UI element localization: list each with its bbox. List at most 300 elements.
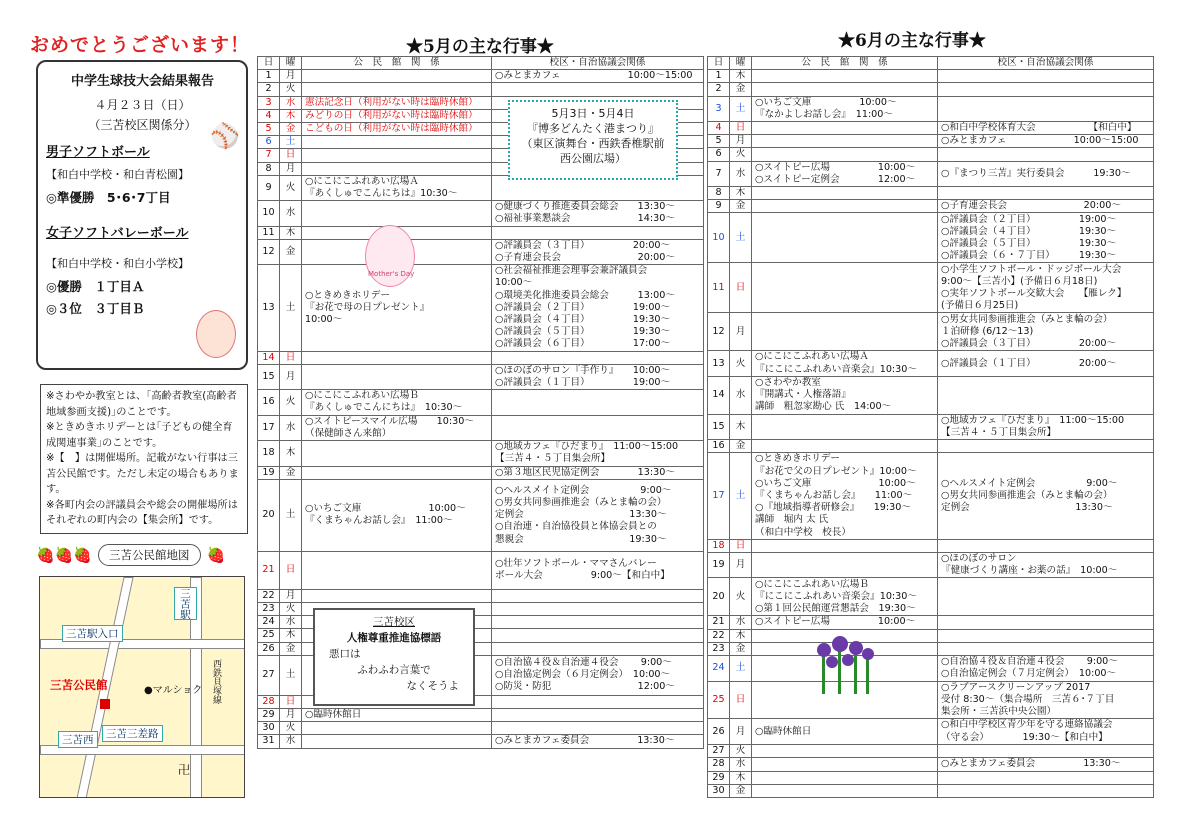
weekday-cell: 火 bbox=[280, 83, 302, 96]
district-event-cell bbox=[492, 616, 704, 629]
schedule-row bbox=[708, 83, 1154, 96]
day-cell: 9 bbox=[708, 200, 730, 213]
map-temple: 卍 bbox=[178, 762, 191, 777]
district-event-cell bbox=[938, 148, 1154, 161]
district-event-cell: ○評議員会（２丁目） 19:00～ ○評議員会（４丁目） 19:30～ ○評議員会（５丁目） 19:30～ ○評議員会（６・７丁目） 19:30～ bbox=[938, 213, 1154, 263]
district-event-cell: ○和白中学校体育大会 【和白中】 bbox=[938, 122, 1154, 135]
weekday-cell: 水 bbox=[730, 376, 752, 414]
weekday-cell: 火 bbox=[280, 390, 302, 415]
day-cell: 16 bbox=[258, 390, 280, 415]
weekday-cell: 水 bbox=[280, 735, 302, 748]
hall-event-cell: ○臨時休館日 bbox=[752, 719, 938, 745]
iris-flower-illustration bbox=[808, 624, 880, 694]
schedule-row bbox=[708, 758, 1154, 771]
notes-box bbox=[40, 384, 248, 534]
weekday-cell: 水 bbox=[280, 201, 302, 226]
schedule-row bbox=[708, 578, 1154, 616]
map-nishi: 三苫西 bbox=[58, 731, 98, 748]
day-cell: 7 bbox=[258, 149, 280, 162]
weekday-cell: 木 bbox=[730, 629, 752, 642]
weekday-cell: 土 bbox=[280, 479, 302, 551]
header-day: 日 bbox=[258, 57, 280, 70]
hall-event-cell bbox=[302, 83, 492, 96]
day-cell: 4 bbox=[708, 122, 730, 135]
may-title: ★5月の主な行事★ bbox=[406, 37, 554, 57]
result-date: ４月２３日（日） bbox=[94, 98, 191, 112]
day-cell: 19 bbox=[258, 466, 280, 479]
district-event-cell: ○和白中学校区青少年を守る連絡協議会 （守る会） 19:30～【和白中】 bbox=[938, 719, 1154, 745]
hall-event-cell bbox=[302, 722, 492, 735]
hall-event-cell: ○にこにこふれあい広場Ａ 『あくしゅでこんにちは』10:30～ bbox=[302, 175, 492, 200]
map-station-entrance: 三苫駅入口 bbox=[62, 625, 123, 642]
weekday-cell: 水 bbox=[730, 161, 752, 186]
weekday-cell: 月 bbox=[280, 162, 302, 175]
district-event-cell: ○評議員会（３丁目） 20:00～ ○子育連会長会 20:00～ bbox=[492, 239, 704, 264]
weekday-cell: 金 bbox=[730, 784, 752, 797]
june-schedule bbox=[707, 56, 1153, 798]
district-event-cell: ○ラブアースクリーンアップ 2017 受付 8:30～（集合場所 三苫６･７丁目 集会所・三苫浜中央公園） bbox=[938, 681, 1154, 719]
district-event-cell: ○ほのぼのサロン 『健康づくり講座・お薬の話』 10:00～ bbox=[938, 553, 1154, 578]
weekday-cell: 木 bbox=[730, 414, 752, 439]
day-cell: 23 bbox=[708, 642, 730, 655]
volleyball-player-icon bbox=[196, 310, 236, 358]
district-event-cell: ○評議員会（１丁目） 20:00～ bbox=[938, 351, 1154, 376]
schedule-row bbox=[258, 479, 704, 551]
day-cell: 30 bbox=[708, 784, 730, 797]
notice-place: （東区演舞台・西鉄香椎駅前 bbox=[521, 137, 665, 150]
weekday-cell: 火 bbox=[730, 351, 752, 376]
map-label-row bbox=[36, 544, 252, 566]
day-cell: 17 bbox=[708, 453, 730, 539]
weekday-cell: 月 bbox=[730, 313, 752, 351]
district-event-cell: ○みとまカフェ 10:00～15:00 bbox=[492, 70, 704, 83]
schedule-row bbox=[708, 148, 1154, 161]
weekday-cell: 火 bbox=[280, 722, 302, 735]
schedule-row bbox=[258, 83, 704, 96]
mothers-day-label: Mother's Day bbox=[368, 270, 415, 278]
district-event-cell bbox=[938, 539, 1154, 552]
district-event-cell: ○『まつり三苫』実行委員会 19:30～ bbox=[938, 161, 1154, 186]
hall-event-cell bbox=[302, 70, 492, 83]
header-district: 校区・自治協議会関係 bbox=[492, 57, 704, 70]
weekday-cell: 日 bbox=[280, 551, 302, 589]
hall-event-cell bbox=[752, 745, 938, 758]
schedule-row bbox=[708, 313, 1154, 351]
map-label: 三苫公民館地図 bbox=[98, 544, 201, 566]
weekday-cell: 土 bbox=[730, 96, 752, 121]
header-day: 日 bbox=[708, 57, 730, 70]
weekday-cell: 日 bbox=[730, 263, 752, 313]
boys-result: ◎準優勝 5･6･7丁目 bbox=[46, 190, 171, 205]
district-event-cell: ○ほのぼのサロン『手作り』 10:00～ ○評議員会（１丁目） 19:00～ bbox=[492, 364, 704, 389]
slogan-box bbox=[313, 608, 475, 706]
day-cell: 20 bbox=[258, 479, 280, 551]
district-event-cell bbox=[492, 642, 704, 655]
district-event-cell bbox=[492, 415, 704, 440]
hall-event-cell: ○スイトピースマイル広場 10:30～ （保健師さん来館） bbox=[302, 415, 492, 440]
congrats-heading: おめでとうございます！ bbox=[30, 34, 251, 56]
hall-event-cell: ○にこにこふれあい広場Ｂ 『あくしゅでこんにちは』 10:30～ bbox=[302, 390, 492, 415]
header-weekday: 曜 bbox=[730, 57, 752, 70]
day-cell: 7 bbox=[708, 161, 730, 186]
weekday-cell: 水 bbox=[730, 616, 752, 629]
day-cell: 28 bbox=[258, 695, 280, 708]
district-event-cell: ○小学生ソフトボール・ドッジボール大会 9:00～【三苫小】(予備日６月18日) ○実年ソフトボール交歓大会 【雁レク】 (予備日６月25日) bbox=[938, 263, 1154, 313]
header-district: 校区・自治協議会関係 bbox=[938, 57, 1154, 70]
day-cell: 21 bbox=[708, 616, 730, 629]
schedule-row bbox=[258, 722, 704, 735]
schedule-row bbox=[708, 414, 1154, 439]
schedule-row bbox=[258, 351, 704, 364]
hall-event-cell bbox=[302, 441, 492, 466]
schedule-row bbox=[258, 466, 704, 479]
schedule-row bbox=[258, 239, 704, 264]
strawberry-icon: 🍓 bbox=[206, 545, 226, 564]
schedule-row bbox=[258, 708, 704, 721]
hall-event-cell: ○ときめきホリデー 『お花で父の日プレゼント』10:00～ ○いちご文庫 10:00～ 『くまちゃんお話し会』 11:00～ ○『地域指導者研修会』 19:30～ 講師 堀内 太 氏 （和白中学校 校長） bbox=[752, 453, 938, 539]
schedule-row bbox=[708, 213, 1154, 263]
day-cell: 13 bbox=[258, 265, 280, 351]
hall-event-cell bbox=[752, 135, 938, 148]
district-event-cell bbox=[938, 642, 1154, 655]
district-event-cell: ○子育連会長会 20:00～ bbox=[938, 200, 1154, 213]
hall-event-cell bbox=[752, 771, 938, 784]
weekday-cell: 月 bbox=[280, 364, 302, 389]
district-event-cell bbox=[938, 187, 1154, 200]
district-event-cell bbox=[938, 616, 1154, 629]
district-event-cell: ○ヘルスメイト定例会 9:00～ ○男女共同参画推進会（みとま輪の会） 定例会 13:30～ bbox=[938, 453, 1154, 539]
note-1: ※さわやか教室とは、｢高齢者教室(高齢者地域参画支援)｣のことです。 bbox=[46, 391, 237, 418]
slogan-line-5: なくそうよ bbox=[406, 680, 459, 692]
weekday-cell: 水 bbox=[280, 616, 302, 629]
weekday-cell: 金 bbox=[280, 123, 302, 136]
day-cell: 6 bbox=[708, 148, 730, 161]
day-cell: 14 bbox=[708, 376, 730, 414]
schedule-row bbox=[708, 440, 1154, 453]
hall-event-cell bbox=[752, 70, 938, 83]
hall-event-cell bbox=[302, 735, 492, 748]
girls-result-1: ◎優勝 １丁目Ａ bbox=[46, 279, 145, 294]
june-table bbox=[707, 56, 1154, 798]
schedule-row bbox=[708, 642, 1154, 655]
weekday-cell: 日 bbox=[280, 149, 302, 162]
map-hall: 三苫公民館 bbox=[50, 677, 108, 692]
weekday-cell: 金 bbox=[280, 466, 302, 479]
hall-event-cell: ○スイトピー広場 10:00～ ○スイトピー定例会 12:00～ bbox=[752, 161, 938, 186]
weekday-cell: 日 bbox=[280, 695, 302, 708]
note-3: ※【 】は開催場所。記載がない行事は三苫公民館です。ただし未定の場合もあります。 bbox=[46, 453, 239, 495]
district-event-cell bbox=[492, 695, 704, 708]
day-cell: 31 bbox=[258, 735, 280, 748]
schedule-row bbox=[708, 161, 1154, 186]
note-4: ※各町内会の評議員会や総会の開催場所はそれぞれの町内会の【集会所】です。 bbox=[46, 499, 238, 526]
schedule-row bbox=[258, 390, 704, 415]
schedule-row bbox=[708, 376, 1154, 414]
notice-place-2: 西公園広場） bbox=[560, 152, 626, 165]
slogan-line-1: 三苫校区 bbox=[373, 616, 415, 628]
weekday-cell: 土 bbox=[730, 213, 752, 263]
schedule-row bbox=[708, 539, 1154, 552]
district-event-cell bbox=[938, 784, 1154, 797]
day-cell: 13 bbox=[708, 351, 730, 376]
day-cell: 23 bbox=[258, 602, 280, 615]
hall-event-cell bbox=[752, 213, 938, 263]
district-event-cell bbox=[492, 722, 704, 735]
day-cell: 29 bbox=[708, 771, 730, 784]
schedule-row bbox=[708, 187, 1154, 200]
weekday-cell: 火 bbox=[280, 602, 302, 615]
weekday-cell: 日 bbox=[730, 539, 752, 552]
day-cell: 12 bbox=[258, 239, 280, 264]
weekday-cell: 木 bbox=[730, 187, 752, 200]
district-event-cell bbox=[938, 83, 1154, 96]
schedule-row bbox=[708, 629, 1154, 642]
district-event-cell bbox=[492, 708, 704, 721]
district-event-cell: ○地域カフェ『ひだまり』 11:00～15:00 【三苫４・５丁目集会所】 bbox=[492, 441, 704, 466]
hall-event-cell: ○ときめきホリデー 『お花で母の日プレゼント』 10:00～ bbox=[302, 265, 492, 351]
district-event-cell bbox=[492, 351, 704, 364]
hall-map bbox=[39, 576, 245, 798]
district-event-cell bbox=[492, 602, 704, 615]
weekday-cell: 日 bbox=[280, 351, 302, 364]
day-cell: 21 bbox=[258, 551, 280, 589]
district-event-cell bbox=[938, 745, 1154, 758]
hall-event-cell bbox=[302, 551, 492, 589]
schedule-row bbox=[708, 656, 1154, 681]
day-cell: 3 bbox=[708, 96, 730, 121]
weekday-cell: 火 bbox=[730, 745, 752, 758]
day-cell: 6 bbox=[258, 136, 280, 149]
weekday-cell: 水 bbox=[280, 415, 302, 440]
slogan-line-4: ふわふわ言葉で bbox=[357, 664, 431, 676]
district-event-cell: ○自治協４役＆自治連４役会 9:00～ ○自治協定例会（６月定例会） 10:00～ ○防災・防犯 12:00～ bbox=[492, 655, 704, 695]
schedule-row bbox=[258, 589, 704, 602]
weekday-cell: 日 bbox=[730, 122, 752, 135]
slogan-line-3: 悪口は bbox=[329, 648, 361, 660]
day-cell: 8 bbox=[258, 162, 280, 175]
day-cell: 1 bbox=[708, 70, 730, 83]
girls-result-2: ◎３位 ３丁目Ｂ bbox=[46, 301, 145, 316]
schedule-row bbox=[708, 135, 1154, 148]
hall-event-cell bbox=[752, 414, 938, 439]
district-event-cell: ○みとまカフェ 10:00～15:00 bbox=[938, 135, 1154, 148]
weekday-cell: 月 bbox=[280, 589, 302, 602]
weekday-cell: 土 bbox=[730, 453, 752, 539]
district-event-cell bbox=[938, 96, 1154, 121]
result-title: 中学生球技大会結果報告 bbox=[70, 74, 214, 89]
may-header-row bbox=[258, 57, 704, 70]
day-cell: 10 bbox=[258, 201, 280, 226]
schedule-row bbox=[708, 70, 1154, 83]
weekday-cell: 土 bbox=[280, 265, 302, 351]
map-hall-marker bbox=[100, 699, 110, 709]
schedule-row bbox=[258, 364, 704, 389]
hall-event-cell bbox=[302, 149, 492, 162]
day-cell: 11 bbox=[258, 226, 280, 239]
hall-event-cell: ○いちご文庫 10:00～ 『くまちゃんお話し会』 11:00～ bbox=[302, 479, 492, 551]
day-cell: 26 bbox=[258, 642, 280, 655]
hall-event-cell: ○にこにこふれあい広場Ｂ 『にこにこふれあい音楽会』10:30～ ○第１回公民館運営懇話会 19:30～ bbox=[752, 578, 938, 616]
day-cell: 12 bbox=[708, 313, 730, 351]
schedule-row bbox=[708, 96, 1154, 121]
strawberry-icon: 🍓🍓🍓 bbox=[36, 545, 93, 564]
district-event-cell: ○自治協４役＆自治連４役会 9:00～ ○自治協定例会（７月定例会） 10:00～ bbox=[938, 656, 1154, 681]
district-event-cell: ○ヘルスメイト定例会 9:00～ ○男女共同参画推進会（みとま輪の会） 定例会 13:30～ ○自治連・自治協役員と体協会員との 懇親会 19:30～ bbox=[492, 479, 704, 551]
hall-event-cell bbox=[752, 440, 938, 453]
hall-event-cell: ○臨時休館日 bbox=[302, 708, 492, 721]
day-cell: 8 bbox=[708, 187, 730, 200]
district-event-cell bbox=[938, 629, 1154, 642]
hall-event-cell bbox=[302, 589, 492, 602]
schedule-row bbox=[708, 263, 1154, 313]
day-cell: 5 bbox=[258, 123, 280, 136]
day-cell: 20 bbox=[708, 578, 730, 616]
girls-teams: 【和白中学校・和白小学校】 bbox=[46, 257, 189, 270]
weekday-cell: 月 bbox=[280, 708, 302, 721]
weekday-cell: 月 bbox=[280, 70, 302, 83]
day-cell: 28 bbox=[708, 758, 730, 771]
weekday-cell: 金 bbox=[280, 239, 302, 264]
hall-event-cell: こどもの日（利用がない時は臨時休館） bbox=[302, 123, 492, 136]
header-hall: 公 民 館 関 係 bbox=[752, 57, 938, 70]
schedule-row bbox=[258, 70, 704, 83]
june-title: ★6月の主な行事★ bbox=[838, 31, 986, 51]
hall-event-cell bbox=[752, 539, 938, 552]
day-cell: 15 bbox=[708, 414, 730, 439]
weekday-cell: 木 bbox=[280, 629, 302, 642]
hall-event-cell bbox=[752, 758, 938, 771]
hall-event-cell bbox=[752, 83, 938, 96]
hall-event-cell bbox=[302, 364, 492, 389]
day-cell: 1 bbox=[258, 70, 280, 83]
day-cell: 24 bbox=[258, 616, 280, 629]
weekday-cell: 金 bbox=[730, 440, 752, 453]
map-junction: 三苫三差路 bbox=[102, 725, 163, 742]
day-cell: 29 bbox=[258, 708, 280, 721]
day-cell: 2 bbox=[258, 83, 280, 96]
notice-date: 5月3日・5月4日 bbox=[551, 107, 635, 120]
district-event-cell bbox=[938, 376, 1154, 414]
day-cell: 24 bbox=[708, 656, 730, 681]
weekday-cell: 土 bbox=[280, 655, 302, 695]
weekday-cell: 木 bbox=[730, 771, 752, 784]
weekday-cell: 月 bbox=[730, 553, 752, 578]
hall-event-cell bbox=[302, 466, 492, 479]
hall-event-cell bbox=[302, 136, 492, 149]
day-cell: 9 bbox=[258, 175, 280, 200]
day-cell: 25 bbox=[258, 629, 280, 642]
day-cell: 22 bbox=[708, 629, 730, 642]
hall-event-cell bbox=[752, 263, 938, 313]
district-event-cell bbox=[938, 771, 1154, 784]
weekday-cell: 日 bbox=[730, 681, 752, 719]
hall-event-cell bbox=[752, 313, 938, 351]
day-cell: 10 bbox=[708, 213, 730, 263]
hall-event-cell bbox=[752, 553, 938, 578]
hall-event-cell: ○にこにこふれあい広場Ａ 『にこにこふれあい音楽会』10:30～ bbox=[752, 351, 938, 376]
hall-event-cell: 憲法記念日（利用がない時は臨時休館） bbox=[302, 96, 492, 109]
hall-event-cell bbox=[752, 148, 938, 161]
map-station: 三苫駅 bbox=[174, 587, 197, 621]
schedule-row bbox=[708, 719, 1154, 745]
district-event-cell bbox=[938, 440, 1154, 453]
hall-event-cell: ○いちご文庫 10:00～ 『なかよしお話し会』 11:00～ bbox=[752, 96, 938, 121]
day-cell: 3 bbox=[258, 96, 280, 109]
weekday-cell: 金 bbox=[730, 83, 752, 96]
hall-event-cell: ○スイトピー広場 10:00～ bbox=[752, 616, 938, 629]
district-event-cell bbox=[492, 226, 704, 239]
day-cell: 2 bbox=[708, 83, 730, 96]
left-column bbox=[30, 30, 252, 798]
girls-volleyball-title: 女子ソフトバレーボール bbox=[46, 226, 189, 241]
weekday-cell: 月 bbox=[730, 135, 752, 148]
day-cell: 14 bbox=[258, 351, 280, 364]
schedule-row bbox=[258, 551, 704, 589]
schedule-row bbox=[258, 226, 704, 239]
mothers-day-illustration bbox=[365, 225, 415, 287]
district-event-cell: ○第３地区民児協定例会 13:30～ bbox=[492, 466, 704, 479]
weekday-cell: 火 bbox=[730, 578, 752, 616]
hall-event-cell bbox=[752, 122, 938, 135]
weekday-cell: 金 bbox=[730, 200, 752, 213]
district-event-cell bbox=[492, 589, 704, 602]
day-cell: 4 bbox=[258, 109, 280, 122]
weekday-cell: 土 bbox=[730, 656, 752, 681]
district-event-cell: ○地域カフェ『ひだまり』 11:00～15:00 【三苫４・５丁目集会所】 bbox=[938, 414, 1154, 439]
june-header-row bbox=[708, 57, 1154, 70]
day-cell: 5 bbox=[708, 135, 730, 148]
schedule-row bbox=[708, 745, 1154, 758]
day-cell: 25 bbox=[708, 681, 730, 719]
hall-event-cell: ○さわやか教室 『開講式・人権落語』 講師 粗忽家勘心 氏 14:00～ bbox=[752, 376, 938, 414]
baseball-player-icon: ⚾ bbox=[210, 122, 240, 150]
schedule-row bbox=[708, 200, 1154, 213]
district-event-cell: ○健康づくり推進委員会総会 13:30～ ○福祉事業懇談会 14:30～ bbox=[492, 201, 704, 226]
day-cell: 19 bbox=[708, 553, 730, 578]
day-cell: 17 bbox=[258, 415, 280, 440]
district-event-cell: ○社会福祉推進会理事会兼評議員会 10:00～ ○環境美化推進委員会総会 13:00～ ○評議員会（２丁目） 19:00～ ○評議員会（４丁目） 19:30～ ○評議員会（５丁目） 19:30～ ○評議員会（６丁目） 17:00～ bbox=[492, 265, 704, 351]
district-event-cell bbox=[492, 629, 704, 642]
district-event-cell: ○みとまカフェ委員会 13:30～ bbox=[492, 735, 704, 748]
district-event-cell bbox=[492, 390, 704, 415]
schedule-row bbox=[708, 553, 1154, 578]
district-event-cell bbox=[492, 83, 704, 96]
schedule-row bbox=[708, 122, 1154, 135]
hall-event-cell bbox=[302, 351, 492, 364]
tournament-result-box bbox=[36, 60, 248, 370]
dontaku-notice bbox=[508, 100, 678, 180]
weekday-cell: 木 bbox=[280, 109, 302, 122]
schedule-row bbox=[708, 453, 1154, 539]
schedule-row bbox=[258, 265, 704, 351]
schedule-row bbox=[258, 735, 704, 748]
weekday-cell: 水 bbox=[280, 96, 302, 109]
day-cell: 15 bbox=[258, 364, 280, 389]
hall-event-cell bbox=[752, 784, 938, 797]
district-event-cell bbox=[938, 70, 1154, 83]
header-weekday: 曜 bbox=[280, 57, 302, 70]
note-2: ※ときめきホリデーとは｢子どもの健全育成関連事業｣のことです。 bbox=[46, 422, 233, 449]
day-cell: 22 bbox=[258, 589, 280, 602]
notice-title: 『博多どんたく港まつり』 bbox=[527, 122, 659, 135]
day-cell: 30 bbox=[258, 722, 280, 735]
weekday-cell: 木 bbox=[730, 70, 752, 83]
slogan-line-2: 人権尊重推進協標語 bbox=[346, 632, 442, 644]
schedule-row bbox=[708, 616, 1154, 629]
result-scope: （三苫校区関係分） bbox=[88, 118, 197, 132]
schedule-row bbox=[708, 681, 1154, 719]
day-cell: 27 bbox=[708, 745, 730, 758]
